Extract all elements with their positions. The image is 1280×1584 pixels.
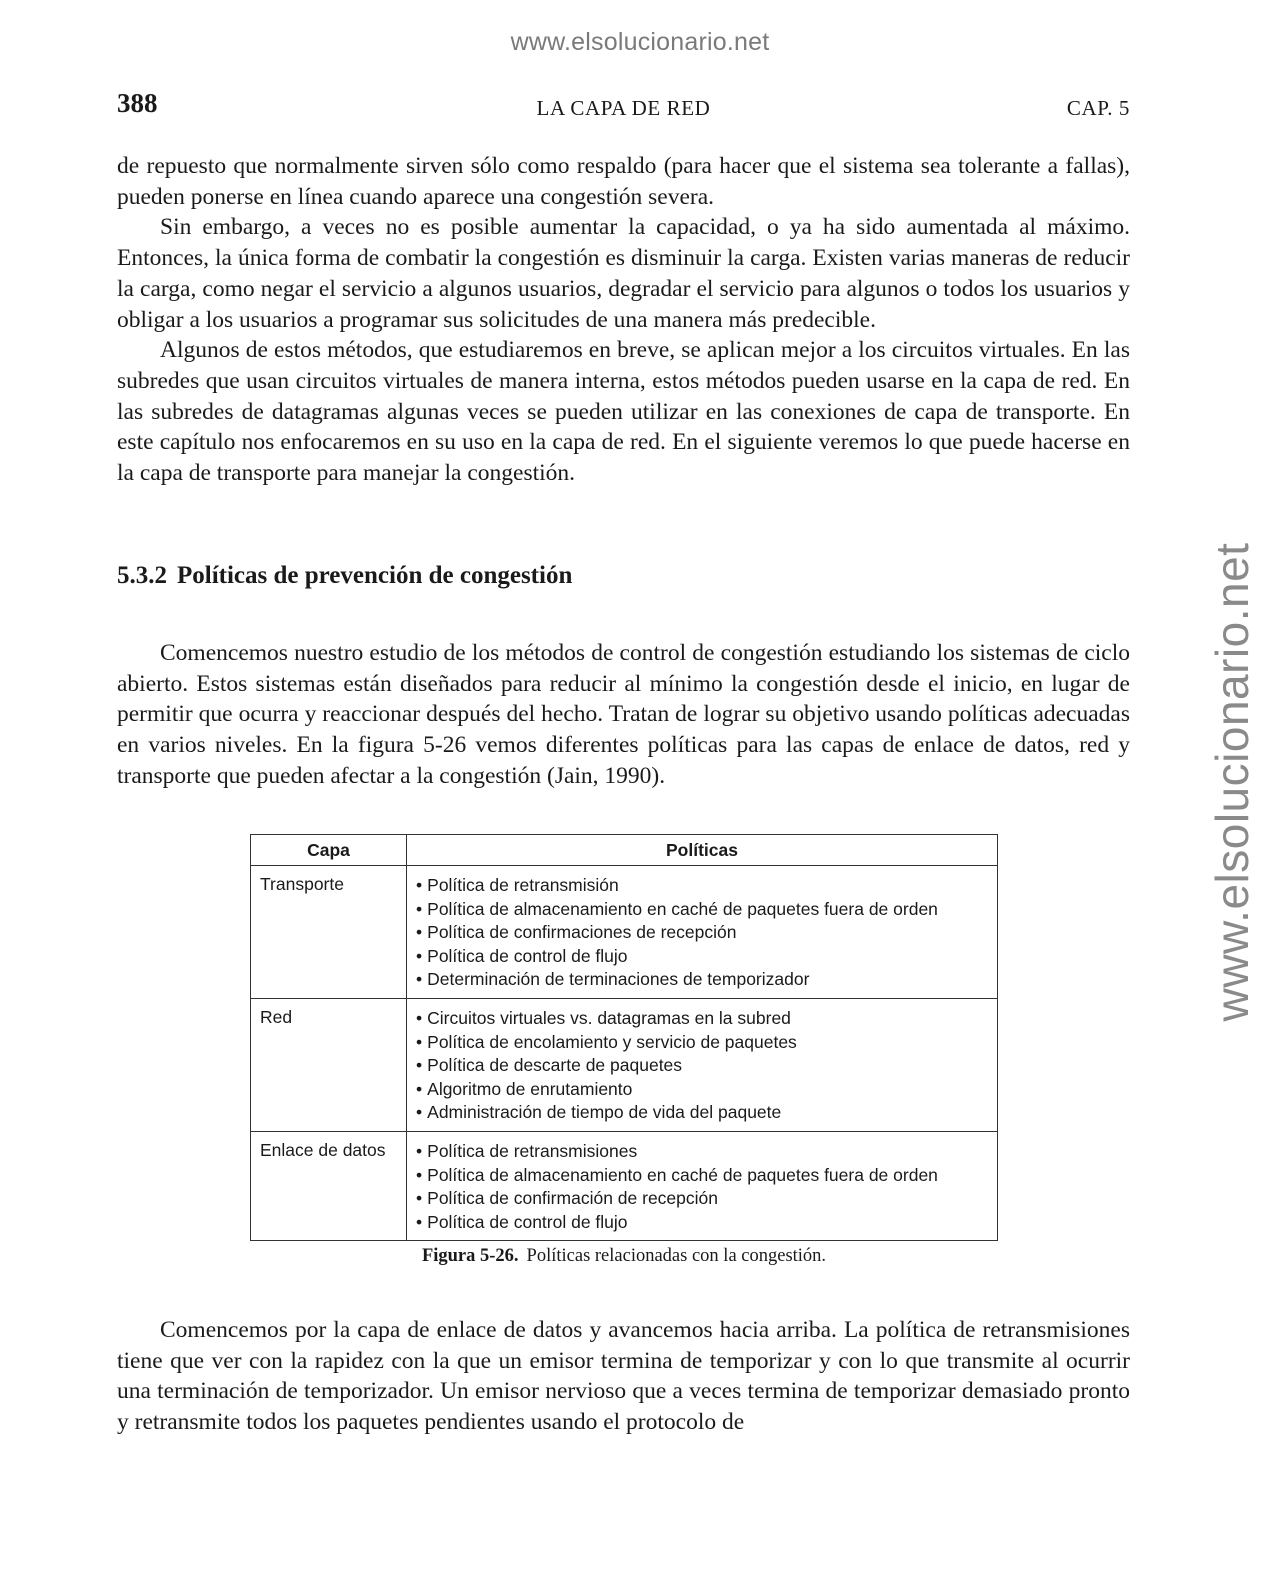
figure-caption bbox=[0, 1246, 1248, 1267]
paragraph-continuation: de repuesto que normalmente sirven sólo como respaldo (para hacer que el sistema sea tolerante a fallas), pueden ponerse en línea cuando aparece una congestión severa. bbox=[117, 153, 1130, 210]
paragraph-intro: Comencemos nuestro estudio de los métodos de control de congestión estudiando los sistemas de ciclo abierto. Estos sistemas están diseñados para reducir al mínimo la congestión desde el inicio, en lugar de permitir que ocurra y reaccionar después del hecho. Tratan de lograr su objetivo usando políticas adecuadas en varios niveles. En la figura 5-26 vemos diferentes políticas para las capas de enlace de datos, red y transporte que pueden afectar a la congestión (Jain, 1990). bbox=[117, 640, 1130, 789]
policy-item: • Circuitos virtuales vs. datagramas en la subred bbox=[416, 1007, 988, 1031]
watermark-url-side: www.elsolucionario.net bbox=[1206, 542, 1258, 1022]
chapter-title: LA CAPA DE RED bbox=[536, 96, 711, 120]
policies-cell bbox=[407, 866, 998, 999]
policy-item: • Administración de tiempo de vida del paquete bbox=[416, 1101, 988, 1125]
figure-caption-text: Políticas relacionadas con la congestión. bbox=[526, 1246, 827, 1266]
policy-list bbox=[416, 1140, 988, 1234]
body-text-top bbox=[117, 151, 1130, 489]
column-header-policies: Políticas bbox=[407, 835, 998, 866]
running-head bbox=[117, 88, 1130, 124]
policy-item: • Política de confirmaciones de recepción bbox=[416, 921, 988, 945]
policy-item: • Política de retransmisiones bbox=[416, 1140, 988, 1164]
policy-item: • Algoritmo de enrutamiento bbox=[416, 1078, 988, 1102]
section-title: Políticas de prevención de congestión bbox=[177, 562, 573, 589]
body-text-intro bbox=[117, 638, 1130, 792]
table-row bbox=[251, 1131, 998, 1240]
paragraph-data-link: Comencemos por la capa de enlace de datos y avancemos hacia arriba. La política de retransmisiones tiene que ver con la rapidez con la que un emisor termina de temporizar y con lo que transmite al ocurrir una terminación de temporizador. Un emisor nervioso que a veces termina de temporizar demasiado pronto y retransmite todos los paquetes pendientes usando el protocolo de bbox=[117, 1317, 1130, 1436]
policies-cell bbox=[407, 998, 998, 1131]
page-number: 388 bbox=[117, 88, 158, 118]
figure-caption-label: Figura 5-26. bbox=[421, 1246, 519, 1266]
policy-item: • Política de control de flujo bbox=[416, 945, 988, 969]
section-number: 5.3.2 bbox=[117, 562, 167, 589]
table-row bbox=[251, 998, 998, 1131]
policy-item: • Política de almacenamiento en caché de paquetes fuera de orden bbox=[416, 1164, 988, 1188]
paragraph-capacity: Sin embargo, a veces no es posible aumentar la capacidad, o ya ha sido aumentada al máximo. Entonces, la única forma de combatir la congestión es disminuir la carga. Existen varias maneras de reducir la carga, como negar el servicio a algunos usuarios, degradar el servicio para algunos o todos los usuarios y obligar a los usuarios a programar sus solicitudes de una manera más predecible. bbox=[117, 214, 1130, 333]
policy-list bbox=[416, 874, 988, 992]
layer-cell: Transporte bbox=[251, 866, 407, 999]
watermark-url-top: www.elsolucionario.net bbox=[510, 28, 770, 56]
policy-item: • Política de encolamiento y servicio de paquetes bbox=[416, 1031, 988, 1055]
chapter-label: CAP. 5 bbox=[1066, 96, 1130, 120]
table-header-row bbox=[251, 835, 998, 866]
policy-item: • Política de control de flujo bbox=[416, 1211, 988, 1235]
body-text-bottom bbox=[117, 1315, 1130, 1438]
policy-item: • Política de descarte de paquetes bbox=[416, 1054, 988, 1078]
column-header-layer: Capa bbox=[251, 835, 407, 866]
section-heading bbox=[117, 562, 572, 590]
layer-cell: Red bbox=[251, 998, 407, 1131]
table-row bbox=[251, 866, 998, 999]
policies-cell bbox=[407, 1131, 998, 1240]
policy-item: • Política de confirmación de recepción bbox=[416, 1187, 988, 1211]
layer-cell: Enlace de datos bbox=[251, 1131, 407, 1240]
policy-list bbox=[416, 1007, 988, 1125]
policy-item: • Política de almacenamiento en caché de paquetes fuera de orden bbox=[416, 898, 988, 922]
policies-table bbox=[250, 834, 998, 1241]
policy-item: • Determinación de terminaciones de temporizador bbox=[416, 968, 988, 992]
paragraph-methods: Algunos de estos métodos, que estudiaremos en breve, se aplican mejor a los circuitos virtuales. En las subredes que usan circuitos virtuales de manera interna, estos métodos pueden usarse en la capa de red. En las subredes de datagramas algunas veces se pueden utilizar en las conexiones de capa de transporte. En este capítulo nos enfocaremos en su uso en la capa de red. En el siguiente veremos lo que puede hacerse en la capa de transporte para manejar la congestión. bbox=[117, 337, 1130, 487]
policy-item: • Política de retransmisión bbox=[416, 874, 988, 898]
